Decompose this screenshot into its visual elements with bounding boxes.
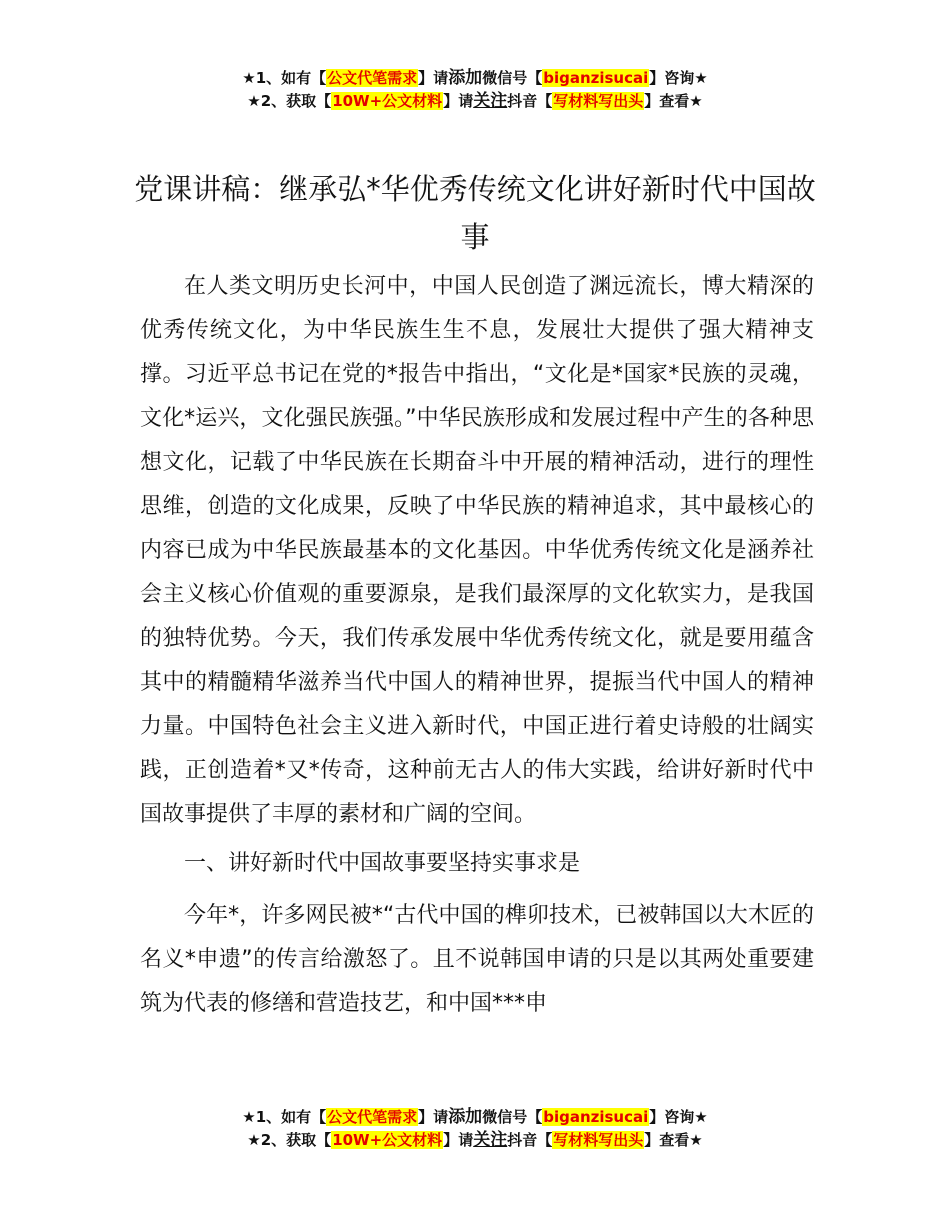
banner-text: 】查看★ [644, 1131, 703, 1149]
banner-highlight: 10W+公文材料 [332, 1131, 443, 1149]
banner-text: 】请 [443, 1131, 474, 1149]
banner-text: 】请 [443, 92, 474, 110]
banner-text: 微信号【 [482, 1108, 543, 1126]
document-body [140, 265, 814, 1026]
banner-text-large: 添加 [448, 1107, 483, 1127]
banner-highlight: 写材料写出头 [553, 1131, 644, 1149]
body-paragraph: 今年*，许多网民被*“古代中国的榫卯技术，已被韩国以大木匠的名义*申遗”的传言给激怒了。且不说韩国申请的只是以其两处重要建筑为代表的修缮和营造技艺，和中国***申 [140, 903, 814, 1016]
section-heading: 一、讲好新时代中国故事要坚持实事求是 [184, 851, 581, 876]
banner-wechat-id: biganzisucai [543, 69, 649, 87]
banner-line-1 [0, 67, 950, 90]
banner-text-underlined: 关注 [473, 91, 508, 111]
banner-text: 】请 [418, 1108, 449, 1126]
banner-wechat-id: biganzisucai [543, 1108, 649, 1126]
banner-highlight: 写材料写出头 [553, 92, 644, 110]
banner-text: ★2、获取【 [247, 1131, 332, 1149]
banner-text: ★1、如有【 [242, 1108, 327, 1126]
document-title: 党课讲稿：继承弘*华优秀传统文化讲好新时代中国故事 [134, 172, 816, 254]
footer-banner [0, 1106, 950, 1152]
banner-highlight: 10W+公文材料 [332, 92, 443, 110]
banner-text: 】查看★ [644, 92, 703, 110]
banner-line-1 [0, 1106, 950, 1129]
banner-text: 】请 [418, 69, 449, 87]
body-paragraph: 在人类文明历史长河中，中国人民创造了渊远流长，博大精深的优秀传统文化，为中华民族生生不息，发展壮大提供了强大精神支撑。习近平总书记在党的*报告中指出，“文化是*国家*民族的灵魂，文化*运兴，文化强民族强。”中华民族形成和发展过程中产生的各种思想文化，记载了中华民族在长期奋斗中开展的精神活动，进行的理性思维，创造的文化成果，反映了中华民族的精神追求，其中最核心的内容已成为中华民族最基本的文化基因。中华优秀传统文化是涵养社会主义核心价值观的重要源泉，是我们最深厚的文化软实力，是我国的独特优势。今天，我们传承发展中华优秀传统文化，就是要用蕴含其中的精髓精华滋养当代中国人的精神世界，提振当代中国人的精神力量。中国特色社会主义进入新时代，中国正进行着史诗般的壮阔实践，正创造着*又*传奇，这种前无古人的伟大实践，给讲好新时代中国故事提供了丰厚的素材和广阔的空间。 [140, 274, 814, 827]
header-banner [0, 67, 950, 113]
banner-text: ★1、如有【 [242, 69, 327, 87]
banner-highlight: 公文代笔需求 [327, 69, 418, 87]
banner-text: 抖音【 [507, 92, 553, 110]
banner-line-2 [0, 1129, 950, 1152]
banner-text: ★2、获取【 [247, 92, 332, 110]
banner-text-large: 添加 [448, 68, 483, 88]
banner-highlight: 公文代笔需求 [327, 1108, 418, 1126]
banner-text: 】咨询★ [649, 69, 708, 87]
banner-text-underlined: 关注 [473, 1130, 508, 1150]
banner-line-2 [0, 90, 950, 113]
banner-text: 抖音【 [507, 1131, 553, 1149]
banner-text: 】咨询★ [649, 1108, 708, 1126]
banner-text: 微信号【 [482, 69, 543, 87]
